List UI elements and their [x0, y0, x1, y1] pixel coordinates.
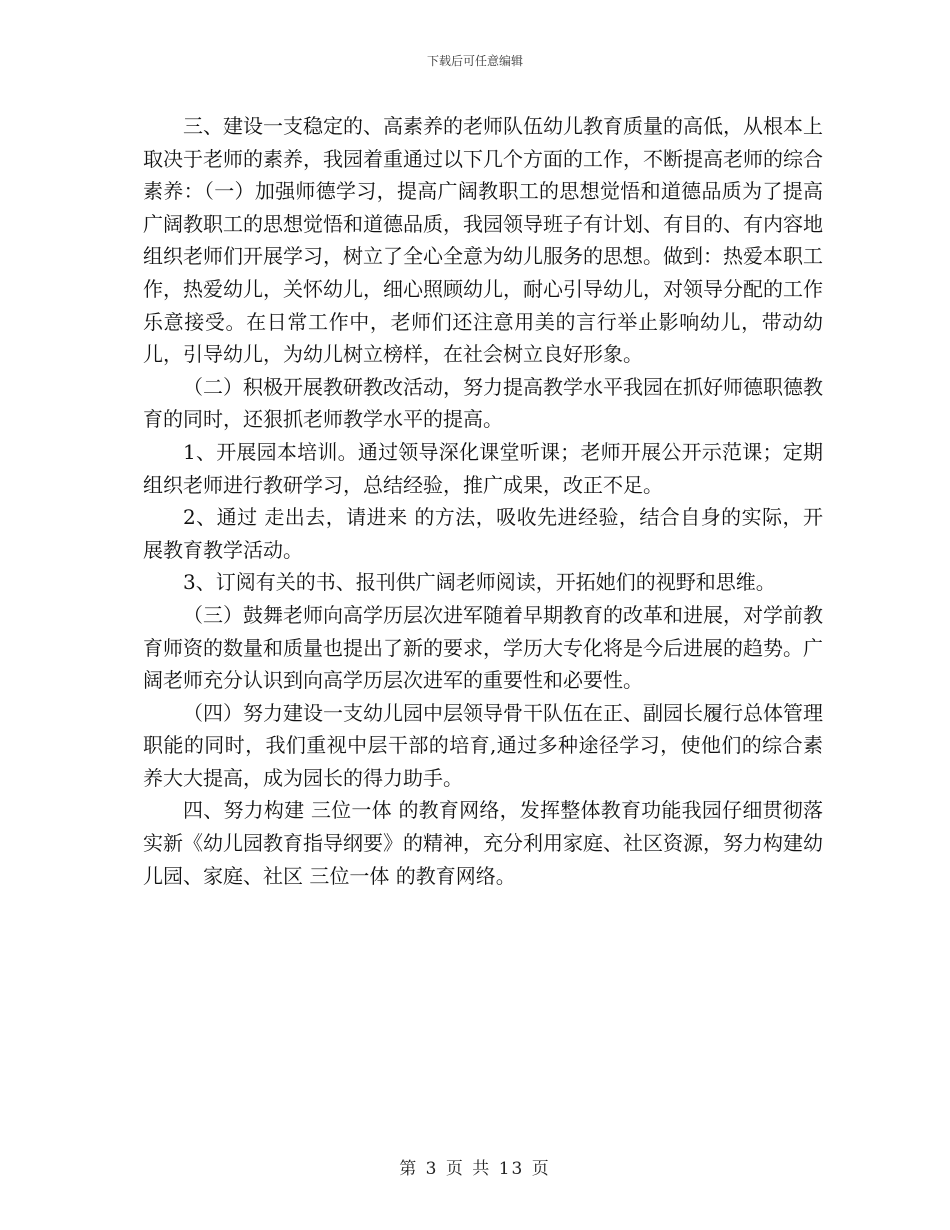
paragraph: 1、开展园本培训。通过领导深化课堂听课；老师开展公开示范课；定期组织老师进行教研学习，总结经验，推广成果，改正不足。 — [143, 439, 823, 497]
paragraph: （四）努力建设一支幼儿园中层领导骨干队伍在正、副园长履行总体管理职能的同时，我们重视中层干部的培育,通过多种途径学习，使他们的综合素养大大提高，成为园长的得力助手。 — [143, 700, 823, 790]
paragraph: 四、努力构建 三位一体 的教育网络，发挥整体教育功能我园仔细贯彻落实新《幼儿园教育指导纲要》的精神，充分利用家庭、社区资源，努力构建幼儿园、家庭、社区 三位一体 的教育网络。 — [143, 798, 823, 888]
paragraph: （三）鼓舞老师向高学历层次进军随着早期教育的改革和进展，对学前教育师资的数量和质量也提出了新的要求，学历大专化将是今后进展的趋势。广阔老师充分认识到向高学历层次进军的重要性和必要性。 — [143, 602, 823, 693]
paragraph: 3、订阅有关的书、报刊供广阔老师阅读，开拓她们的视野和思维。 — [183, 570, 776, 595]
page-number-footer: 第 3 页 共 13 页 — [399, 1159, 551, 1179]
paragraph: （二）积极开展教研教改活动，努力提高教学水平我园在抓好师德职德教育的同时，还狠抓老师教学水平的提高。 — [143, 374, 823, 432]
paragraph: 2、通过 走出去，请进来 的方法，吸收先进经验，结合自身的实际，开展教育教学活动。 — [143, 505, 823, 562]
page-header-note: 下载后可任意编辑 — [426, 54, 523, 68]
paragraph: 三、建设一支稳定的、高素养的老师队伍幼儿教育质量的高低，从根本上取决于老师的素养，我园着重通过以下几个方面的工作，不断提高老师的综合素养：（一）加强师德学习，提高广阔教职工的思想觉悟和道德品质为了提高广阔教职工的思想觉悟和道德品质，我园领导班子有计划、有目的、有内容地组织老师们开展学习，树立了全心全意为幼儿服务的思想。做到：热爱本职工作，热爱幼儿，关怀幼儿，细心照顾幼儿，耐心引导幼儿，对领导分配的工作乐意接受。在日常工作中，老师们还注意用美的言行举止影响幼儿，带动幼儿，引导幼儿，为幼儿树立榜样，在社会树立良好形象。 — [143, 114, 823, 367]
document-body — [143, 110, 823, 892]
